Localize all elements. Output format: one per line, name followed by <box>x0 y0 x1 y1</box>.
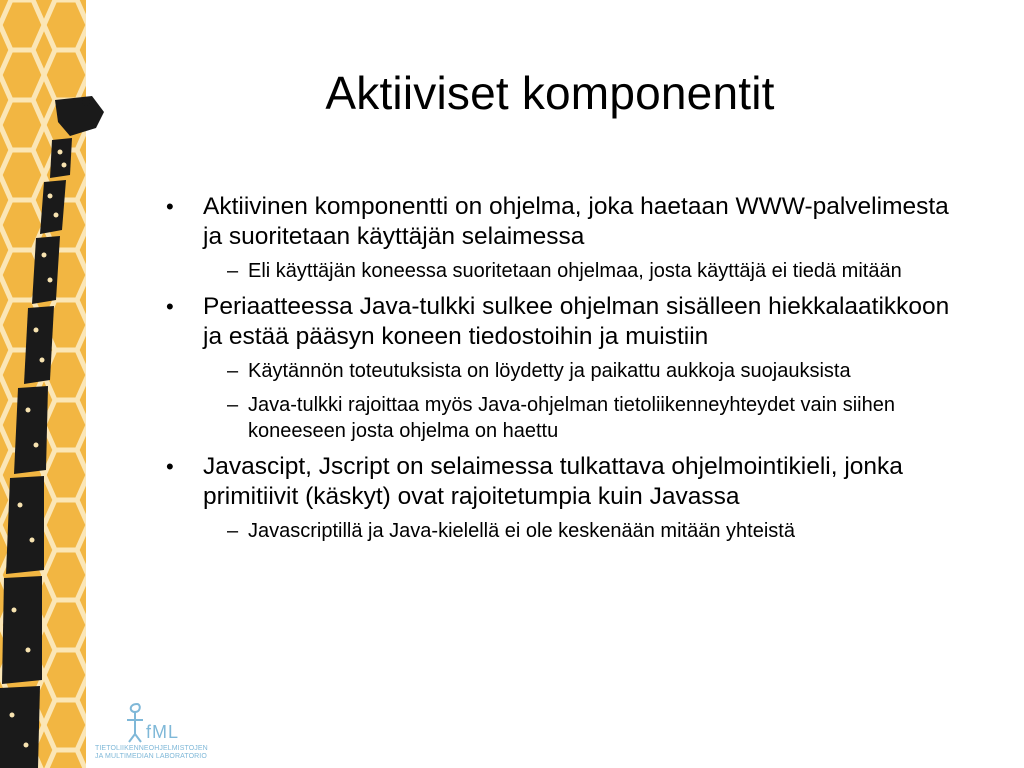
bullet-marker: • <box>166 294 174 319</box>
dash-marker: – <box>227 260 239 282</box>
sub-bullet-item <box>164 358 964 384</box>
bullet-marker: • <box>166 194 174 219</box>
sub-bullet-text: Eli käyttäjän koneessa suoritetaan ohjelmaa, josta käyttäjä ei tiedä mitään <box>248 260 902 282</box>
bullet-item <box>164 292 964 352</box>
sub-bullet-item <box>164 258 964 284</box>
logo-mark: fML <box>146 722 180 742</box>
bullet-item <box>164 192 964 252</box>
logo-caption <box>95 745 235 761</box>
dash-marker: – <box>227 360 239 382</box>
bullet-text: Aktiivinen komponentti on ohjelma, joka haetaan WWW-palvelimesta ja suoritetaan käyttäjän selaimessa <box>203 193 949 250</box>
sub-bullet-item <box>164 518 964 544</box>
bullet-marker: • <box>166 454 174 479</box>
bullet-text: Periaatteessa Java-tulkki sulkee ohjelman sisälleen hiekkalaatikkoon ja estää pääsyn koneen tiedostoihin ja muistiin <box>203 293 950 350</box>
sub-bullet-text: Javascriptillä ja Java-kielellä ei ole keskenään mitään yhteistä <box>248 520 795 542</box>
dash-marker: – <box>227 520 239 542</box>
dash-marker: – <box>227 394 239 416</box>
slide-title: Aktiiviset komponentit <box>325 67 775 119</box>
sub-bullet-text: Käytännön toteutuksista on löydetty ja paikattu aukkoja suojauksista <box>248 360 851 382</box>
honeycomb-giraffe-icon <box>0 0 110 768</box>
bullet-text: Javascipt, Jscript on selaimessa tulkattava ohjelmointikieli, jonka primitiivit (käskyt) ovat rajoitetumpia kuin Javassa <box>203 453 903 510</box>
bullet-item <box>164 452 964 512</box>
sub-bullet-text: Java-tulkki rajoittaa myös Java-ohjelman tietoliikenneyhteydet vain siihen koneeseen josta ohjelma on haettu <box>248 394 895 442</box>
sub-bullet-item <box>164 392 964 444</box>
logo-caption-line: JA MULTIMEDIAN LABORATORIO <box>95 753 207 760</box>
logo-caption-line: TIETOLIIKENNEOHJELMISTOJEN <box>95 745 208 752</box>
slide-body <box>164 192 964 552</box>
